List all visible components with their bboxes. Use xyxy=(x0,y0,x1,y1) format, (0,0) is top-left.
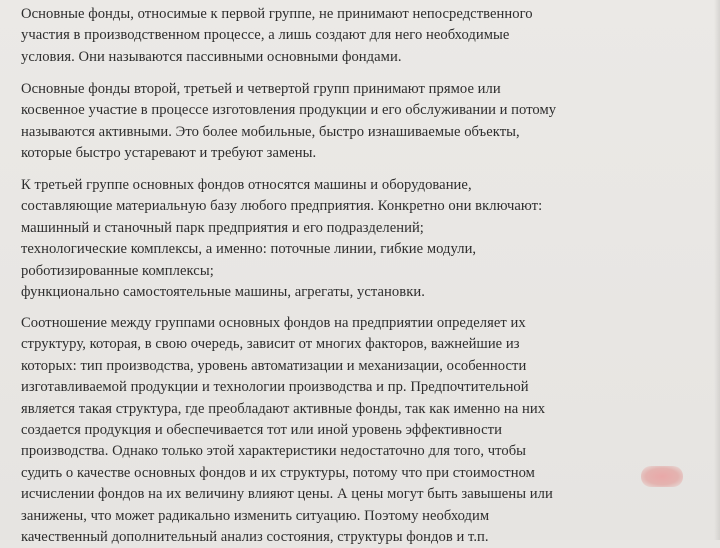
paragraph-line: является такая структура, где преобладают активные фонды, так как именно на них xyxy=(21,400,546,417)
paragraph-line: участия в производственном процессе, а лишь создают для него необходимые xyxy=(21,27,510,44)
paragraph-4 xyxy=(21,313,691,548)
paragraph-line: занижены, что может радикально изменить ситуацию. Поэтому необходим xyxy=(21,507,490,524)
paragraph-line: создается продукция и обеспечивается тот или иной уровень эффективности xyxy=(21,422,502,439)
slide-edge-shadow xyxy=(714,0,720,540)
paragraph-line: исчислении фондов на их величину влияют цены. А цены могут быть завышены или xyxy=(21,486,553,503)
paragraph-line: Основные фонды второй, третьей и четвертой групп принимают прямое или xyxy=(21,81,501,97)
paragraph-line: которых: тип производства, уровень автоматизации и механизации, особенности xyxy=(21,357,527,374)
paragraph-line: Основные фонды, относимые к первой группе, не принимают непосредственного xyxy=(21,6,533,22)
paragraph-line: роботизированные комплексы; xyxy=(21,262,214,279)
paragraph-line: которые быстро устаревают и требуют замены. xyxy=(21,145,317,162)
paragraph-line: изготавливаемой продукции и технологии производства и пр. Предпочтительной xyxy=(21,379,529,396)
paragraph-line: производства. Однако только этой характеристики недостаточно для того, чтобы xyxy=(21,443,527,460)
paragraph-3 xyxy=(21,175,691,303)
paragraph-line: функционально самостоятельные машины, агрегаты, установки. xyxy=(21,284,425,301)
paragraph-line: Соотношение между группами основных фондов на предприятии определяет их xyxy=(21,315,526,331)
paragraph-line: технологические комплексы, а именно: поточные линии, гибкие модули, xyxy=(21,241,477,258)
paragraph-2 xyxy=(21,79,691,165)
paragraph-line: судить о качестве основных фондов и их структуры, потому что при стоимостном xyxy=(21,464,535,481)
paragraph-line: называются активными. Это более мобильные, быстро изнашиваемые объекты, xyxy=(21,123,520,140)
paragraph-line: косвенное участие в процессе изготовления продукции и его обслуживании и потому xyxy=(21,102,557,119)
paragraph-line: составляющие материальную базу любого предприятия. Конкретно они включают: xyxy=(21,198,543,215)
paragraph-line: К третьей группе основных фондов относятся машины и оборудование, xyxy=(21,177,472,193)
paragraph-line: машинный и станочный парк предприятия и его подразделений; xyxy=(21,219,424,236)
paragraph-1 xyxy=(21,4,691,68)
paragraph-line: условия. Они называются пассивными основными фондами. xyxy=(21,48,402,65)
paragraph-line: качественный дополнительный анализ состояния, структуры фондов и т.п. xyxy=(21,529,489,546)
paragraph-line: структуру, которая, в свою очередь, зависит от многих факторов, важнейшие из xyxy=(21,336,520,353)
